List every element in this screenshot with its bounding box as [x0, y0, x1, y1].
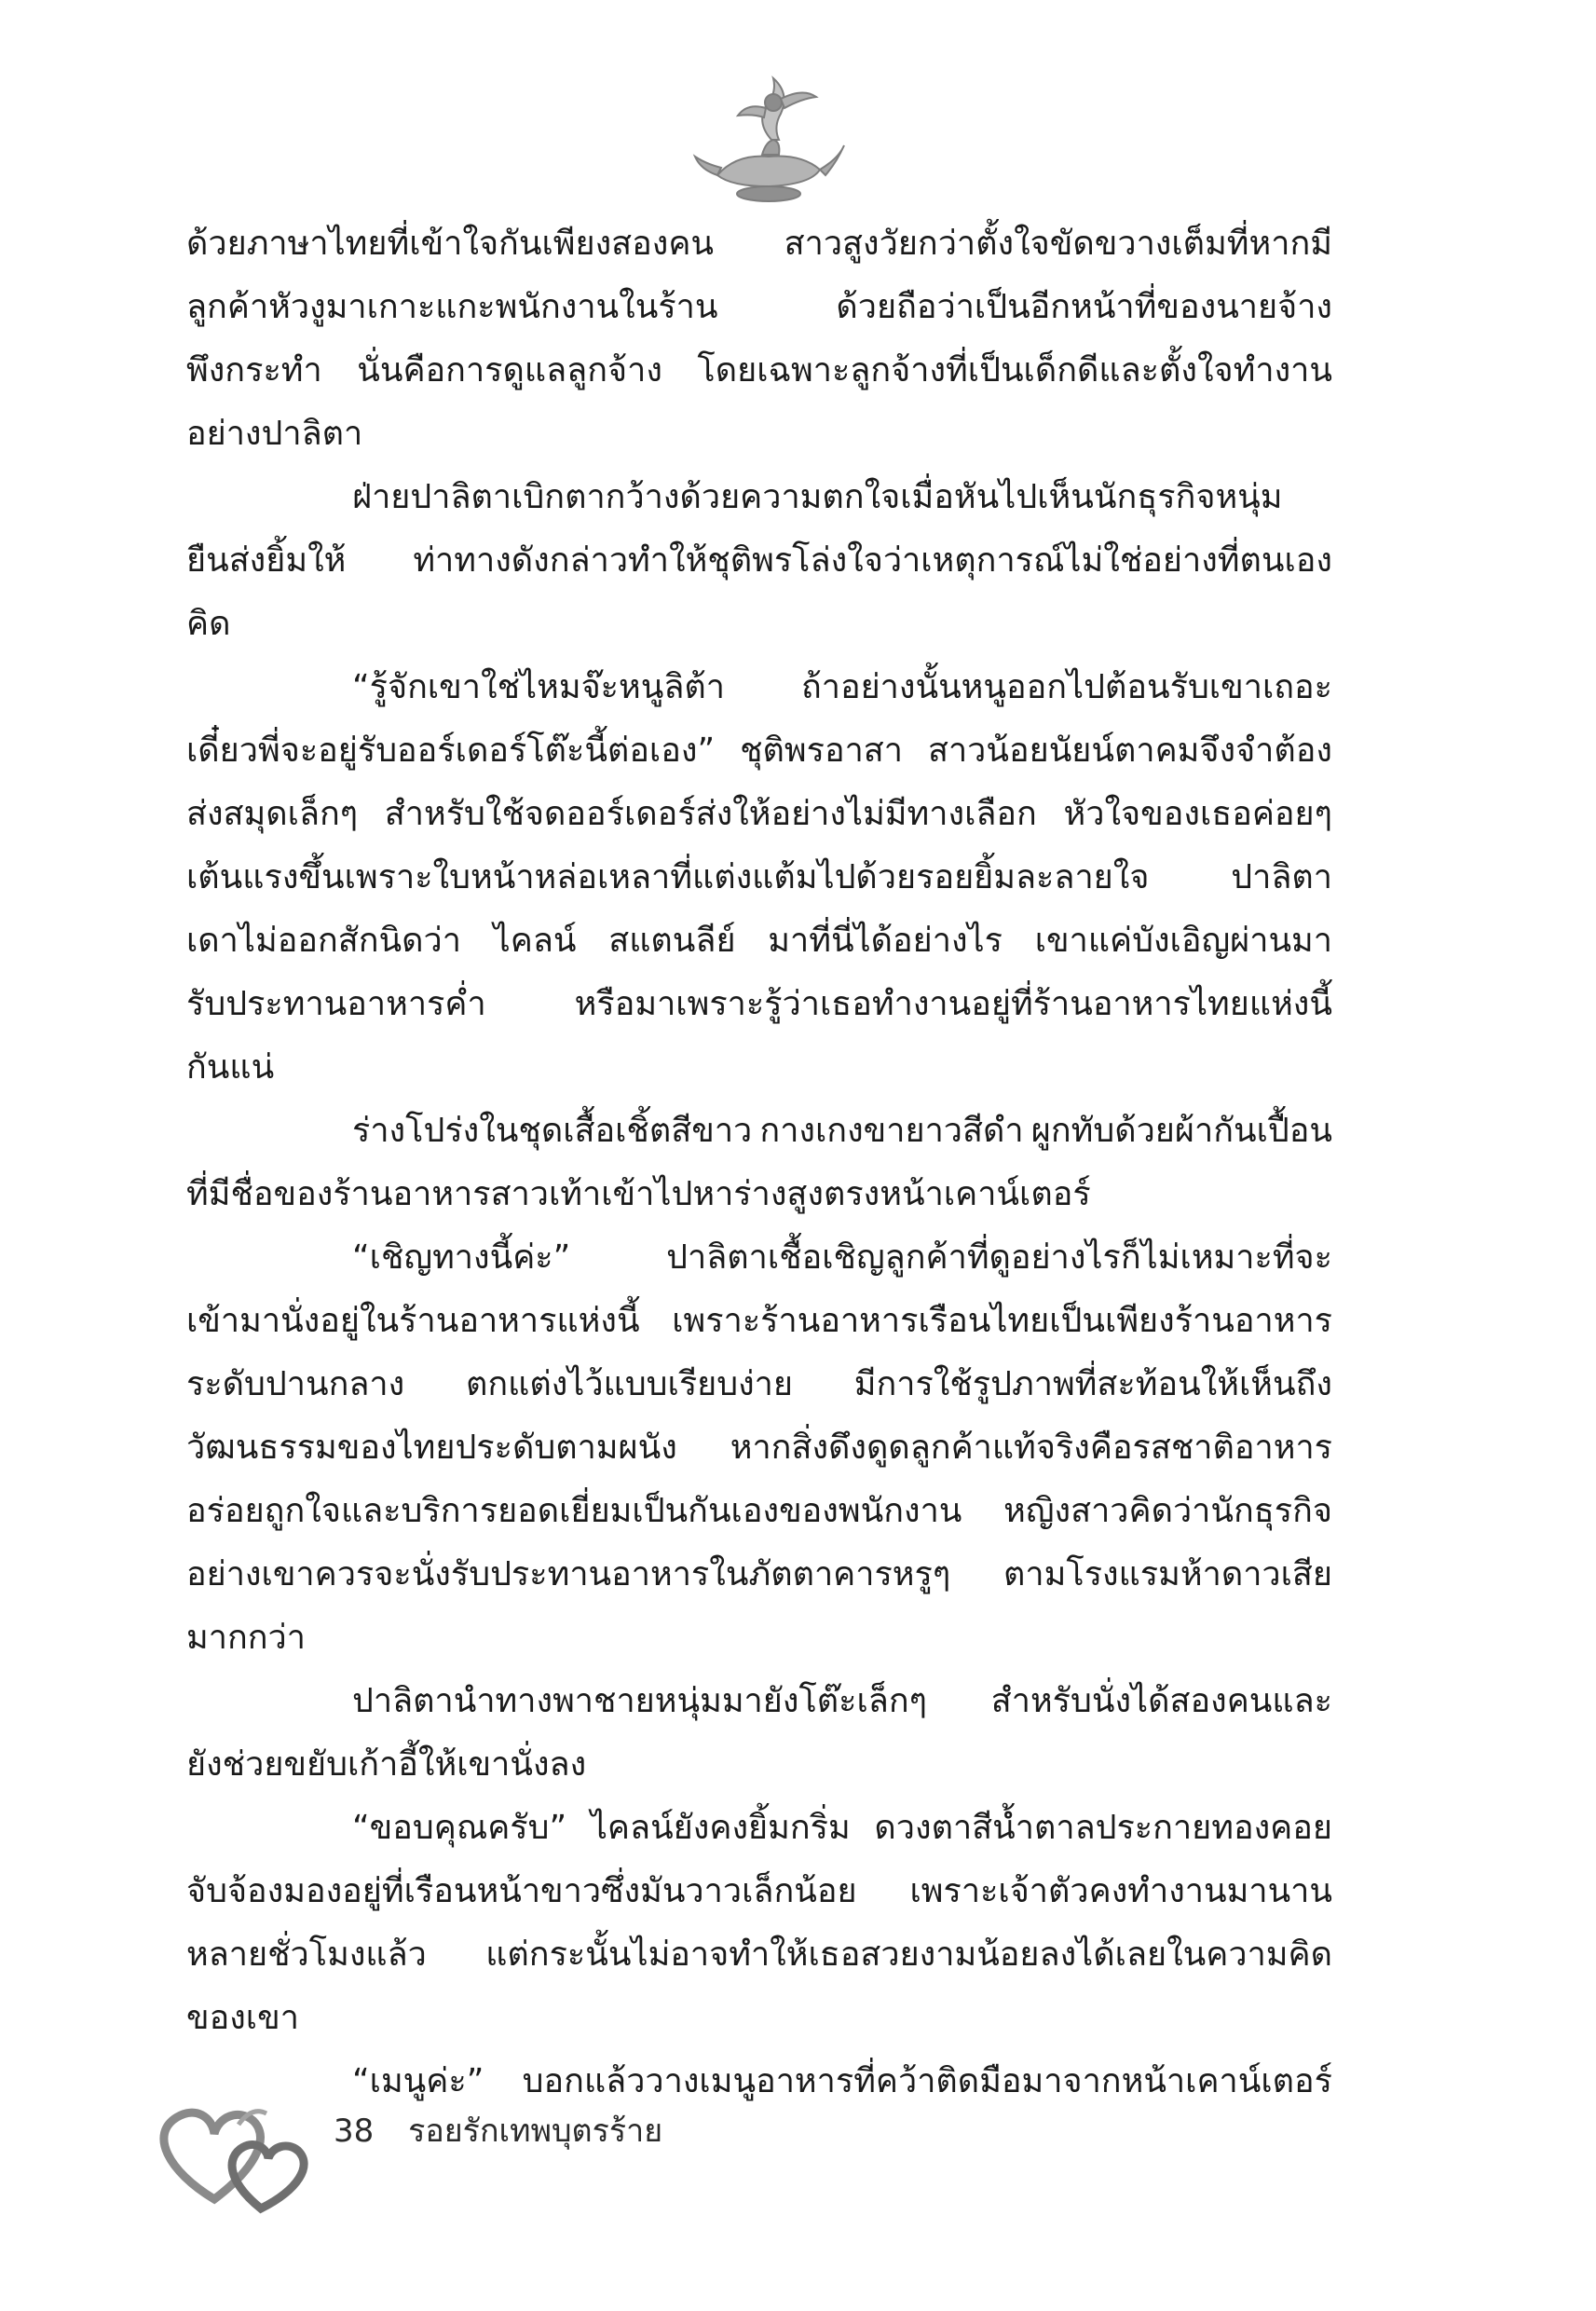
book-title: รอยรักเทพบุตรร้าย [408, 2113, 663, 2150]
text-word: ตกแต่งไว้แบบเรียบง่าย [465, 1365, 793, 1403]
text-word: สแตนลีย์ [608, 922, 736, 960]
text-word: ผูกทับด้วยผ้ากันเปื้อน [1030, 1112, 1332, 1150]
text-word: หากสิ่งดึงดูดลูกค้าแท้จริงคือรสชาติอาหาร [730, 1429, 1332, 1467]
text-word: โดยเฉพาะลูกจ้างที่เป็นเด็กดีและตั้งใจทำงาน [697, 351, 1332, 390]
text-line [186, 1416, 1332, 1480]
text-word: ร่างโปร่งในชุดเสื้อเชิ้ตสีขาว [352, 1112, 753, 1150]
text-word: “เมนูค่ะ” [352, 2062, 484, 2100]
text-word: เข้ามานั่งอยู่ในร้านอาหารแห่งนี้ [186, 1302, 640, 1340]
text-word: อร่อยถูกใจและบริการยอดเยี่ยมเป็นกันเองของพนักงาน [186, 1492, 962, 1530]
text-word: หลายชั่วโมงแล้ว [186, 1935, 427, 1974]
page-number: 38 [334, 2113, 375, 2150]
text-word: เดาไม่ออกสักนิดว่า [186, 922, 461, 960]
text-line [186, 973, 1332, 1036]
text-word: แต่กระนั้นไม่อาจทำให้เธอสวยงามน้อยลงได้เลยในความคิด [485, 1935, 1332, 1974]
text-word: ด้วยถือว่าเป็นอีกหน้าที่ของนายจ้าง [836, 288, 1332, 326]
text-line [186, 656, 1332, 719]
text-line [186, 1797, 1332, 1860]
text-line: อย่างปาลิตา [186, 415, 363, 453]
text-line: ที่มีชื่อของร้านอาหารสาวเท้าเข้าไปหาร่างสูงตรงหน้าเคาน์เตอร์ [186, 1175, 1091, 1213]
text-line [186, 2050, 1332, 2113]
text-word: สำหรับนั่งได้สองคนและ [990, 1682, 1332, 1720]
text-line: ยังช่วยขยับเก้าอี้ให้เขานั่งลง [186, 1745, 587, 1784]
text-line [186, 1100, 1332, 1163]
text-word: จับจ้องมองอยู่ที่เรือนหน้าขาวซึ่งมันวาวเล็กน้อย [186, 1872, 857, 1910]
text-line: ของเขา [186, 1999, 299, 2037]
text-line [186, 846, 1332, 909]
text-word: วัฒนธรรมของไทยประดับตามผนัง [186, 1429, 677, 1467]
text-word: พึงกระทำ [186, 351, 322, 390]
text-word: สำหรับใช้จดออร์เดอร์ส่งให้อย่างไม่มีทางเลือก [384, 795, 1037, 833]
hearts-ornament-icon [149, 2097, 335, 2218]
text-line [186, 339, 1332, 403]
text-word: มาที่นี่ได้อย่างไร [768, 922, 1003, 960]
text-line [186, 1480, 1332, 1543]
text-word: ปาลิตาเชื้อเชิญลูกค้าที่ดูอย่างไรก็ไม่เหมาะที่จะ [666, 1238, 1332, 1277]
text-word: ปาลิตานำทางพาชายหนุ่มมายังโต๊ะเล็กๆ [352, 1682, 927, 1720]
text-word: บอกแล้ววางเมนูอาหารที่คว้าติดมือมาจากหน้าเคาน์เตอร์ [522, 2062, 1332, 2100]
text-word: เดี๋ยวพี่จะอยู่รับออร์เดอร์โต๊ะนี้ต่อเอง” [186, 732, 716, 770]
text-word: เพราะร้านอาหารเรือนไทยเป็นเพียงร้านอาหาร [672, 1302, 1332, 1340]
text-word: เพราะเจ้าตัวคงทำงานมานาน [909, 1872, 1332, 1910]
text-line [186, 529, 1332, 593]
text-line [186, 1226, 1332, 1290]
text-line [186, 1860, 1332, 1923]
text-line [186, 1923, 1332, 1987]
text-word: นั่นคือการดูแลลูกจ้าง [357, 351, 662, 390]
text-word: ด้วยภาษาไทยที่เข้าใจกันเพียงสองคน [186, 225, 715, 263]
text-line [186, 212, 1332, 276]
text-line: มากกว่า [186, 1619, 306, 1657]
genie-lamp-icon [680, 65, 848, 205]
text-word: ดวงตาสีน้ำตาลประกายทองคอย [874, 1809, 1332, 1847]
text-word: ถ้าอย่างนั้นหนูออกไปต้อนรับเขาเถอะ [800, 668, 1332, 706]
text-word: หญิงสาวคิดว่านักธุรกิจ [1003, 1492, 1332, 1530]
text-word: ชุติพรอาสา [740, 732, 903, 770]
text-word: ตามโรงแรมห้าดาวเสีย [1003, 1555, 1332, 1593]
text-line [186, 466, 1332, 529]
text-line [186, 1670, 1332, 1733]
text-word: สาวน้อยนัยน์ตาคมจึงจำต้อง [927, 732, 1332, 770]
text-word: ระดับปานกลาง [186, 1365, 405, 1403]
text-word: กางเกงขายาวสีดำ [759, 1112, 1024, 1150]
text-word: รับประทานอาหารค่ำ [186, 985, 486, 1023]
text-word: ส่งสมุดเล็กๆ [186, 795, 359, 833]
text-line [186, 1290, 1332, 1353]
text-word: หัวใจของเธอค่อยๆ [1063, 795, 1332, 833]
text-word: ไคลน์ยังคงยิ้มกริ่ม [590, 1809, 851, 1847]
text-line: คิด [186, 605, 231, 643]
page-footer [334, 2108, 662, 2154]
text-line [186, 783, 1332, 846]
text-line [186, 276, 1332, 339]
text-line [186, 719, 1332, 783]
text-word: เขาแค่บังเอิญผ่านมา [1034, 922, 1332, 960]
text-word: หรือมาเพราะรู้ว่าเธอทำงานอยู่ที่ร้านอาหารไทยแห่งนี้ [574, 985, 1332, 1023]
text-word: อย่างเขาควรจะนั่งรับประทานอาหารในภัตตาคารหรูๆ [186, 1555, 951, 1593]
text-line [186, 1543, 1332, 1607]
text-word: “รู้จักเขาใช่ไหมจ๊ะหนูลิต้า [352, 668, 726, 706]
text-word: ยืนส่งยิ้มให้ [186, 541, 347, 580]
text-line [186, 1353, 1332, 1416]
text-word: ฝ่ายปาลิตาเบิกตากว้างด้วยความตกใจเมื่อหันไปเห็นนักธุรกิจหนุ่ม [352, 478, 1283, 516]
text-word: ท่าทางดังกล่าวทำให้ชุติพรโล่งใจว่าเหตุการณ์ไม่ใช่อย่างที่ตนเอง [413, 541, 1332, 580]
text-word: เต้นแรงขึ้นเพราะใบหน้าหล่อเหลาที่แต่งแต้มไปด้วยรอยยิ้มละลายใจ [186, 858, 1150, 896]
body-text [186, 212, 1332, 2113]
text-line [186, 909, 1332, 973]
text-word: ไคลน์ [493, 922, 577, 960]
text-word: “เชิญทางนี้ค่ะ” [352, 1238, 571, 1277]
text-word: มีการใช้รูปภาพที่สะท้อนให้เห็นถึง [853, 1365, 1332, 1403]
text-word: ปาลิตา [1231, 858, 1332, 896]
text-word: สาวสูงวัยกว่าตั้งใจขัดขวางเต็มที่หากมี [784, 225, 1332, 263]
text-line: กันแน่ [186, 1048, 275, 1087]
text-word: “ขอบคุณครับ” [352, 1809, 567, 1847]
text-word: ลูกค้าหัวงูมาเกาะแกะพนักงานในร้าน [186, 288, 718, 326]
